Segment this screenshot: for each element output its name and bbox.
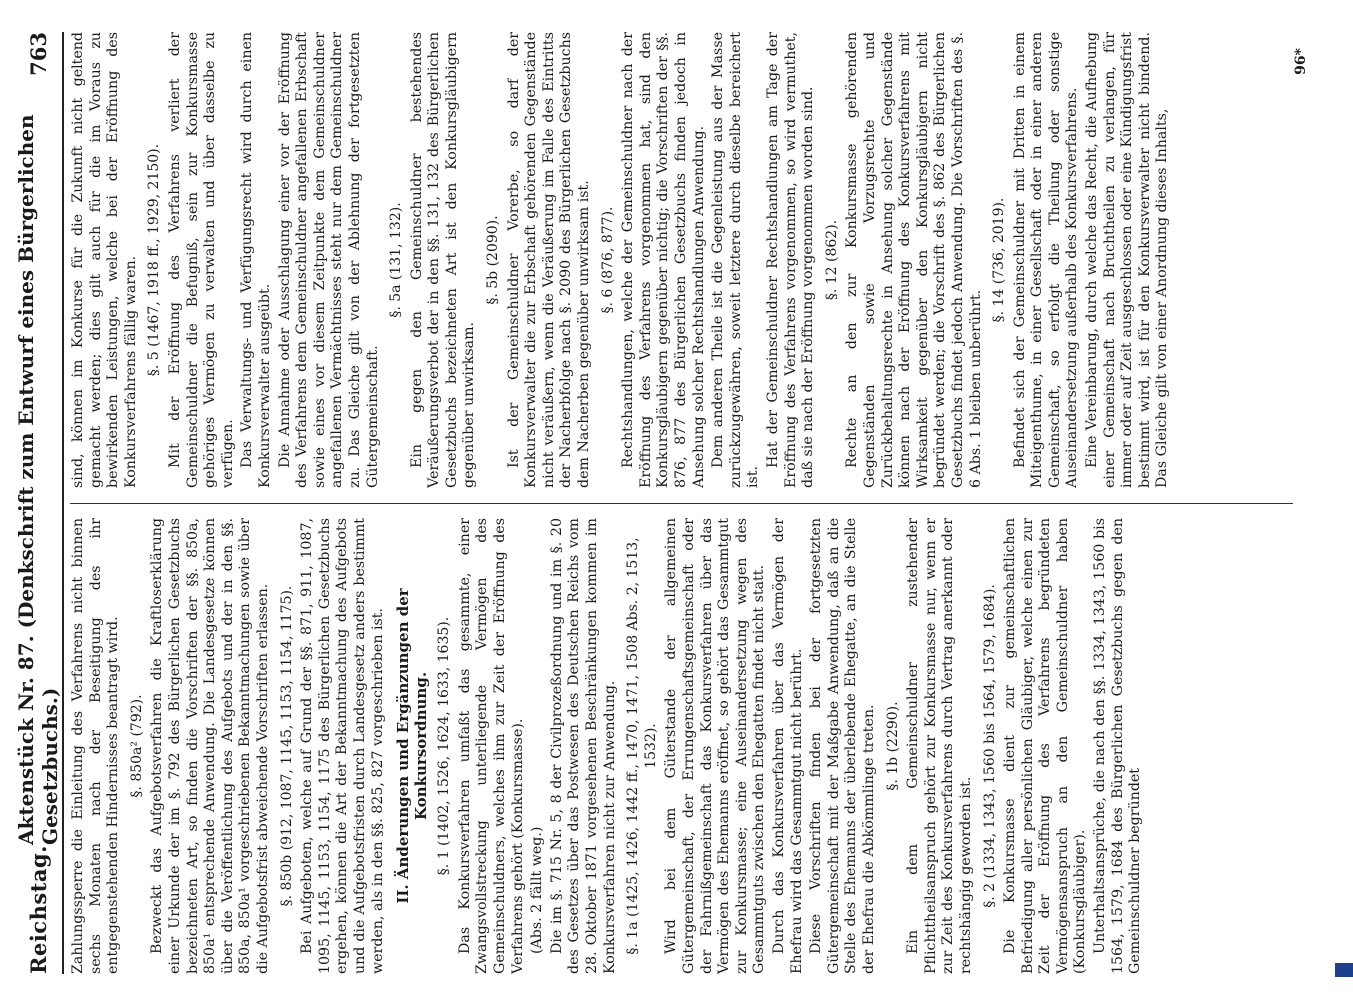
dfg-logo <box>1335 963 1353 977</box>
paragraph: sind, können im Konkurse für die Zukunft nicht geltend gemacht werden; dies gilt auch für die im Voraus zu bewirkenden Leistungen, welche bei der Eröffnung des Konkursverfahrens fällig waren. <box>70 32 139 488</box>
section-number: §. 12 (862). <box>823 219 840 301</box>
digitization-note <box>1338 10 1352 990</box>
section-number: §. 14 (736, 2019). <box>991 197 1008 323</box>
page-number: 763 <box>25 32 51 76</box>
column-separator <box>70 503 1293 504</box>
paragraph: Rechtshandlungen, welche der Gemeinschuldner nach der Eröffnung des Verfahrens vorgenommen hat, sind den Konkursgläubigern gegenüber nichtig; die Vorschriften der §§. 876, 877 des Bürgerlichen Gesetzbuchs finden jedoch in Ansehung solcher Rechtshandlungen Anwendung. <box>620 32 707 488</box>
paragraph: Die Konkursmasse dient zur gemeinschaftlichen Befriedigung aller persönlichen Gläubiger, welche einen zur Zeit der Eröffnung des Verfahrens begründeten Vermögensanspruch an den Gemeinschuldner haben (Konkursgläubiger). <box>1002 518 1089 974</box>
section-number: §. 5 (1467, 1918 ff., 1929, 2150). <box>146 143 163 377</box>
paragraph: Mit der Eröffnung des Verfahrens verliert der Gemeinschuldner die Befugniß, sein zur Konkursmasse gehöriges Vermögen zu verwalten und über dasselbe zu verfügen. <box>166 32 236 488</box>
section-number: §. 1b (2290). <box>884 701 901 791</box>
section-number: §. 850b (912, 1087, 1145, 1153, 1154, 1175). <box>278 585 295 907</box>
section-number: §. 5a (131, 132). <box>388 202 405 318</box>
paragraph: Bei Aufgeboten, welche auf Grund der §§. 871, 911, 1087, 1095, 1145, 1153, 1154, 1175 des Bürgerlichen Gesetzbuchs ergehen, können die Art der Bekanntmachung des Aufgebots und die Aufgebotsfristen durch Landesgesetz anders bestimmt werden, als in den §§. 825, 827 vorgeschrieben ist. <box>299 518 386 974</box>
paragraph: Eine Vereinbarung, durch welche das Recht, die Aufhebung einer Gemeinschaft nach Bruchtheilen zu verlangen, für immer oder auf Zeit ausgeschlossen oder eine Kündigungsfrist bestimmt wird, ist für den Konkursverwalter nicht bindend. Das Gleiche gilt von einer Anordnung dieses Inhalts, <box>1084 32 1171 488</box>
section-number: §. 6 (876, 877). <box>599 206 616 314</box>
section-number: §. 850a² (792). <box>128 694 145 798</box>
signature-mark: 96* <box>1293 48 1309 75</box>
paragraph: Unterhaltsansprüche, die nach den §§. 1334, 1343, 1560 bis 1564, 1579, 1684 des Bürgerlichen Gesetzbuchs gegen den Gemeinschuldner begründet <box>1092 518 1144 974</box>
paragraph: Zahlungssperre die Einleitung des Verfahrens nicht binnen sechs Monaten nach der Beseitigung des ihr entgegenstehenden Hindernisses beantragt wird. <box>70 518 122 974</box>
paragraph: Durch das Konkursverfahren über das Vermögen der Ehefrau wird das Gesammtgut nicht berührt. <box>770 518 805 974</box>
paragraph: Ist der Gemeinschuldner Vorerbe, so darf der Konkursverwalter die zur Erbschaft gehörenden Gegenstände nicht veräußern, wenn die Veräußerung im Falle des Eintritts der Nacherbfolge nach §. 2090 des Bürgerlichen Gesetzbuchs dem Nacherben gegenüber unwirksam ist. <box>505 32 593 488</box>
paragraph: Ein gegen den Gemeinschuldner bestehendes Veräußerungsverbot der in den §§. 131, 132 des Bürgerlichen Gesetzbuchs bezeichneten Art ist den Konkursgläubigern gegenüber unwirksam. <box>408 32 478 488</box>
paragraph: Die Annahme oder Ausschlagung einer vor der Eröffnung des Verfahrens dem Gemeinschuldner angefallenen Erbschaft sowie eines vor diesem Zeitpunkte dem Gemeinschuldner angefallenen Vermächtnisses steht nur dem Gemeinschuldner zu. Das Gleiche gilt von der Ablehnung der fortgesetzten Gütergemeinschaft. <box>276 32 381 488</box>
left-column <box>70 518 1293 974</box>
section-number: §. 2 (1334, 1343, 1560 bis 1564, 1579, 1684). <box>981 584 998 908</box>
paragraph: Rechte an den zur Konkursmasse gehörenden Gegenständen sowie Vorzugsrechte und Zurückbehaltungsrechte in Ansehung solcher Gegenstände können nach der Eröffnung des Konkursverfahrens mit Wirksamkeit gegenüber den Konkursgläubigern nicht begründet werden; die Vorschrift des §. 862 des Bürgerlichen Gesetzbuchs findet jedoch Anwendung. Die Vorschriften des §. 6 Abs. 1 bleiben unberührt. <box>844 32 984 488</box>
page-header <box>16 32 60 974</box>
paragraph: Dem anderen Theile ist die Gegenleistung aus der Masse zurückzugewähren, soweit letztere durch dieselbe bereichert ist. <box>710 32 762 488</box>
section-heading: II. Änderungen und Ergänzungen der Konkursordnung. <box>394 588 430 904</box>
paragraph: Ein dem Gemeinschuldner zustehender Pflichttheilsanspruch gehört zur Konkursmasse nur, wenn er zur Zeit des Konkursverfahrens durch Vertrag anerkannt oder rechtshängig geworden ist. <box>905 518 974 974</box>
header-left: Reichstag. <box>25 845 51 974</box>
paragraph: Die im §. 715 Nr. 5, 8 der Civilprozeßordnung und im §. 20 des Gesetzes über das Postwesen des Deutschen Reichs vom 28. Oktober 1871 vorgesehenen Beschränkungen kommen im Konkursverfahren nicht zur Anwendung. <box>548 518 618 974</box>
paragraph: Hat der Gemeinschuldner Rechtshandlungen am Tage der Eröffnung des Verfahrens vorgenommen, so wird vermuthet, daß sie nach der Eröffnung vorgenommen worden sind. <box>764 32 817 488</box>
section-number: §. 1 (1402, 1526, 1624, 1633, 1635). <box>436 616 453 876</box>
header-rule <box>62 32 64 974</box>
header-title: Aktenstück Nr. 87. (Denkschrift zum Entwurf eines Bürgerlichen Gesetzbuchs.) <box>14 114 62 846</box>
section-number: §. 1a (1425, 1426, 1442 ff., 1470, 1471, 1508 Abs. 2, 1513, 1532). <box>625 537 659 955</box>
paragraph: Befindet sich der Gemeinschuldner mit Dritten in einem Miteigenthume, in einer Gesellschaft oder in einer anderen Gemeinschaft, so erfolgt die Theilung oder sonstige Auseinandersetzung außerhalb des Konkursverfahrens. <box>1011 32 1081 488</box>
paragraph: Diese Vorschriften finden bei der fortgesetzten Gütergemeinschaft mit der Maßgabe Anwendung, daß an die Stelle des Ehemanns der überlebende Ehegatte, an die Stelle der Ehefrau die Abkömmlinge treten. <box>808 518 877 974</box>
section-number: §. 5b (2090). <box>485 215 502 305</box>
paragraph: Das Verwaltungs- und Verfügungsrecht wird durch einen Konkursverwalter ausgeübt. <box>239 32 273 488</box>
right-column <box>70 32 1293 488</box>
paragraph: Das Konkursverfahren umfaßt das gesammte, einer Zwangsvollstreckung unterliegende Vermögen des Gemeinschuldners, welches ihm zur Zeit der Eröffnung des Verfahrens gehört (Konkursmasse). <box>456 518 526 974</box>
paragraph: (Abs. 2 fällt weg.) <box>529 826 546 954</box>
paragraph: Wird bei dem Güterstande der allgemeinen Gütergemeinschaft, der Errungenschaftsgemeinschaft oder der Fahrnißgemeinschaft das Konkursverfahren über das Vermögen des Ehemanns eröffnet, so gehört das Gesammtgut zur Konkursmasse; eine Auseinandersetzung wegen des Gesammtguts zwischen den Ehegatten findet nicht statt. <box>663 518 768 974</box>
paragraph: Bezweckt das Aufgebotsverfahren die Kraftloserklärung einer Urkunde der im §. 792 des Bürgerlichen Gesetzbuchs bezeichneten Art, so finden die Vorschriften der §§. 850a, 850a¹ entsprechende Anwendung. Die Landesgesetze können über die Veröffentlichung des Aufgebots und der in den §§. 850a, 850a¹ vorgeschriebenen Bekanntmachungen sowie über die Aufgebotsfrist abweichende Vorschriften erlassen. <box>149 518 271 974</box>
